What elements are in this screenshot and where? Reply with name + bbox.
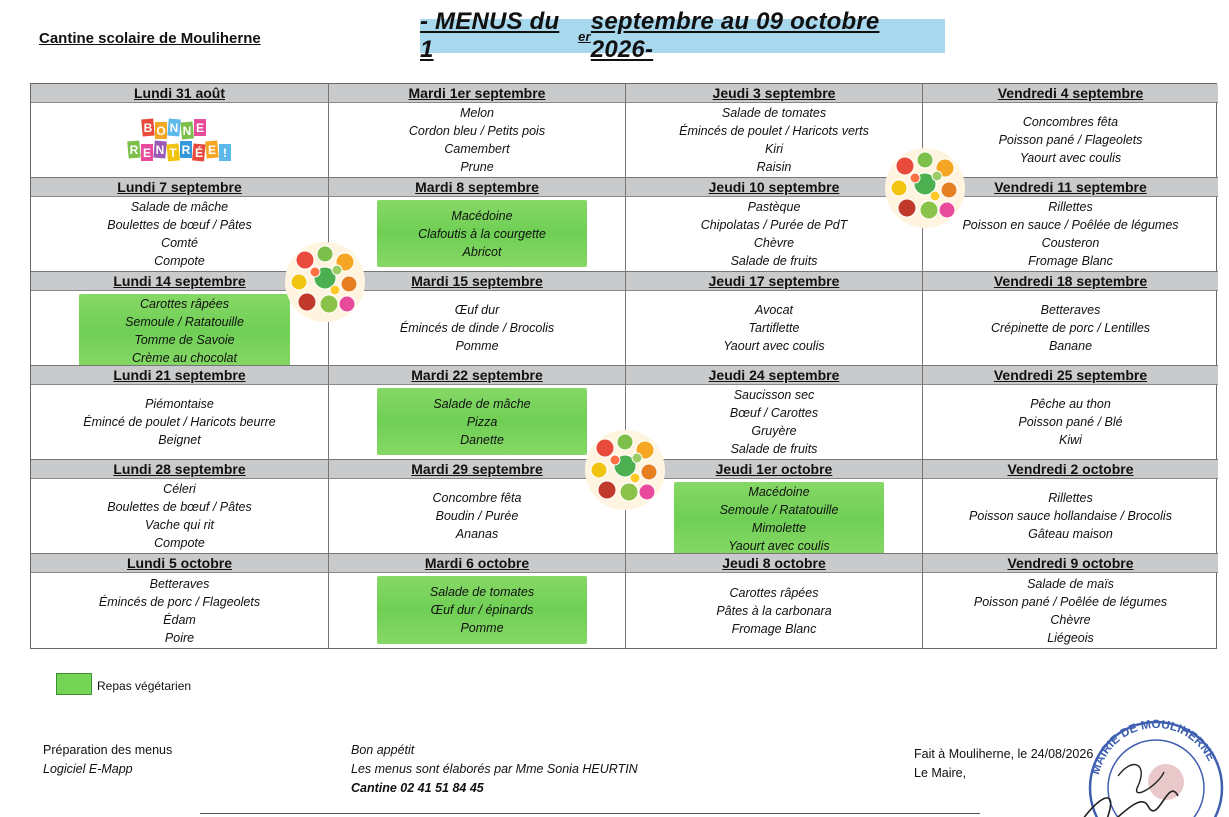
svg-text:N: N — [169, 121, 178, 135]
menu-day-cell — [923, 272, 1218, 366]
svg-text:R: R — [181, 143, 190, 157]
day-header: Mardi 1er septembre — [329, 84, 625, 103]
dish-item: Cousteron — [1041, 236, 1100, 250]
fruit-bowl-icon — [583, 428, 667, 512]
fruit-bowl-icon — [883, 146, 967, 230]
title-superscript: er — [578, 28, 591, 44]
meal — [626, 385, 922, 459]
day-header: Jeudi 1er octobre — [626, 460, 922, 479]
footer-divider — [200, 813, 980, 814]
dish-item: Poisson en sauce / Poêlée de légumes — [962, 218, 1179, 232]
menu-day-cell — [329, 178, 626, 272]
dish-item: Bœuf / Carottes — [729, 406, 819, 420]
dish-item: Salade de tomates — [721, 106, 827, 120]
dish-item: Salade de fruits — [730, 442, 818, 456]
dish-item: Gâteau maison — [1028, 527, 1113, 541]
menu-day-cell — [31, 84, 329, 178]
dish-item: Rillettes — [1048, 491, 1093, 505]
svg-text:É: É — [194, 146, 203, 160]
meal — [923, 385, 1218, 459]
day-header: Lundi 31 août — [31, 84, 328, 103]
dish-item: Concombre fêta — [432, 491, 522, 505]
dish-item: Cordon bleu / Petits pois — [408, 124, 546, 138]
dish-item: Carottes râpées — [729, 585, 819, 600]
day-header: Lundi 5 octobre — [31, 554, 328, 573]
greeting: Bon appétit — [351, 743, 415, 757]
vegetarian-meal — [79, 294, 290, 366]
vegetarian-meal — [377, 388, 587, 455]
mairie-stamp-icon — [1078, 716, 1229, 817]
dish-item: Œuf dur — [454, 303, 500, 317]
menu-day-cell — [923, 366, 1218, 460]
dish-item: Kiri — [764, 142, 784, 156]
dish-item: Pêche au thon — [1030, 397, 1111, 411]
dish-item: Compote — [154, 254, 205, 268]
dish-item: Abricot — [462, 244, 502, 259]
day-header: Mardi 8 septembre — [329, 178, 625, 197]
footer-signature — [914, 745, 1093, 783]
dish-item: Raisin — [756, 160, 792, 174]
dish-item: Poisson pané / Flageolets — [998, 133, 1143, 147]
dish-item: Boulettes de bœuf / Pâtes — [107, 218, 252, 232]
mayor-label: Le Maire, — [914, 766, 967, 780]
author-note: Les menus sont élaborés par Mme Sonia HEURTIN — [351, 762, 638, 776]
menu-day-cell — [923, 84, 1218, 178]
day-header: Lundi 21 septembre — [31, 366, 328, 385]
dish-item: Salade de mâche — [433, 396, 531, 411]
dish-item: Comté — [161, 236, 198, 250]
dish-item: Melon — [459, 106, 495, 120]
dish-item: Banane — [1048, 339, 1093, 353]
place-date: Fait à Mouliherne, le 24/08/2026 — [914, 747, 1094, 761]
dish-item: Betteraves — [1040, 303, 1101, 317]
day-header: Lundi 7 septembre — [31, 178, 328, 197]
day-header: Mardi 6 octobre — [329, 554, 625, 573]
dish-item: Carottes râpées — [140, 297, 229, 311]
meal — [923, 573, 1218, 648]
dish-item: Yaourt avec coulis — [723, 339, 825, 353]
dish-item: Concombres fêta — [1022, 115, 1119, 129]
day-header: Jeudi 17 septembre — [626, 272, 922, 291]
menu-day-cell — [31, 460, 329, 554]
meal — [329, 479, 625, 553]
dish-item: Mimolette — [751, 521, 807, 535]
dish-item: Salade de mâche — [130, 200, 229, 214]
day-header: Jeudi 3 septembre — [626, 84, 922, 103]
title-prefix: - MENUS du 1 — [420, 8, 560, 63]
dish-item: Poire — [164, 630, 195, 645]
day-header: Vendredi 18 septembre — [923, 272, 1218, 291]
dish-item: Émincés de poulet / Haricots verts — [679, 124, 869, 138]
dish-item: Saucisson sec — [733, 388, 815, 402]
dish-item: Yaourt avec coulis — [728, 539, 830, 553]
meal — [626, 573, 922, 648]
svg-text:!: ! — [222, 146, 227, 160]
menu-title — [420, 8, 945, 63]
vegetarian-meal — [674, 482, 884, 554]
day-header: Vendredi 4 septembre — [923, 84, 1218, 103]
dish-item: Poisson pané / Poêlée de légumes — [973, 594, 1168, 609]
dish-item: Semoule / Ratatouille — [719, 503, 839, 517]
dish-item: Pizza — [466, 414, 498, 429]
meal — [31, 385, 328, 459]
svg-text:MAIRIE DE MOULIHERNE: MAIRIE DE MOULIHERNE — [1088, 716, 1219, 776]
dish-item: Kiwi — [1059, 433, 1082, 447]
dish-item: Vache qui rit — [144, 518, 215, 532]
dish-item: Camembert — [444, 142, 510, 156]
menu-day-cell — [626, 366, 923, 460]
svg-text:E: E — [207, 143, 216, 157]
meal — [626, 291, 922, 365]
canteen-name: Cantine scolaire de Mouliherne — [39, 30, 261, 47]
menu-day-cell — [329, 460, 626, 554]
dish-item: Rillettes — [1048, 200, 1093, 214]
dish-item: Beignet — [158, 433, 201, 447]
day-header: Vendredi 25 septembre — [923, 366, 1218, 385]
svg-text:E: E — [195, 121, 204, 135]
svg-text:R: R — [129, 143, 138, 157]
dish-item: Chèvre — [753, 236, 795, 250]
day-header: Mardi 22 septembre — [329, 366, 625, 385]
dish-item: Boulettes de bœuf / Pâtes — [107, 500, 252, 514]
day-header: Vendredi 2 octobre — [923, 460, 1218, 479]
dish-item: Salade de fruits — [730, 254, 818, 268]
menu-table — [30, 83, 1217, 649]
meal — [923, 103, 1218, 177]
day-header: Jeudi 24 septembre — [626, 366, 922, 385]
title-suffix: septembre au 09 octobre 2026- — [590, 8, 880, 63]
vegetarian-meal — [377, 200, 587, 267]
dish-item: Fromage Blanc — [1028, 254, 1113, 268]
meal — [626, 103, 922, 177]
menu-day-cell — [329, 366, 626, 460]
meal — [923, 479, 1218, 553]
dish-item: Macédoine — [451, 208, 513, 223]
day-header: Lundi 28 septembre — [31, 460, 328, 479]
svg-text:N: N — [155, 143, 164, 157]
phone-number: Cantine 02 41 51 84 45 — [351, 781, 484, 795]
menu-day-cell — [329, 272, 626, 366]
dish-item: Édam — [163, 612, 196, 627]
bonne-rentree-banner-icon — [120, 116, 240, 164]
dish-item: Pomme — [455, 339, 499, 353]
dish-item: Poisson sauce hollandaise / Brocolis — [969, 509, 1172, 523]
footer-info — [351, 741, 638, 798]
dish-item: Yaourt avec coulis — [1019, 151, 1122, 165]
menu-day-cell — [626, 178, 923, 272]
software-label: Logiciel E-Mapp — [43, 762, 133, 776]
meal — [31, 573, 328, 648]
svg-text:N: N — [182, 124, 191, 138]
meal — [626, 197, 922, 271]
menu-day-cell — [329, 84, 626, 178]
dish-item: Émincé de poulet / Haricots beurre — [83, 415, 276, 429]
legend-label: Repas végétarien — [97, 679, 192, 693]
menu-day-cell — [923, 554, 1218, 648]
menu-day-cell — [31, 366, 329, 460]
vegetarian-meal — [377, 576, 587, 644]
day-header: Vendredi 11 septembre — [923, 178, 1218, 197]
meal — [31, 103, 328, 177]
dish-item: Prune — [460, 160, 494, 174]
dish-item: Chipolatas / Purée de PdT — [700, 218, 848, 232]
fruit-bowl-icon — [283, 240, 367, 324]
dish-item: Gruyère — [751, 424, 797, 438]
scan-artifact-line — [30, 74, 910, 80]
meal — [329, 291, 625, 365]
dish-item: Fromage Blanc — [731, 621, 817, 636]
dish-item: Crépinette de porc / Lentilles — [990, 321, 1151, 335]
svg-text:O: O — [155, 124, 166, 138]
menu-day-cell — [626, 554, 923, 648]
menu-day-cell — [626, 272, 923, 366]
svg-text:T: T — [168, 146, 177, 160]
dish-item: Macédoine — [748, 485, 810, 499]
dish-item: Semoule / Ratatouille — [125, 315, 244, 329]
dish-item: Émincés de porc / Flageolets — [98, 594, 261, 609]
dish-item: Tartiflette — [748, 321, 800, 335]
dish-item: Liégeois — [1047, 630, 1094, 645]
dish-item: Poisson pané / Blé — [1018, 415, 1123, 429]
svg-text:E: E — [142, 146, 151, 160]
menu-day-cell — [923, 178, 1218, 272]
day-header: Lundi 14 septembre — [31, 272, 328, 291]
day-header: Mardi 29 septembre — [329, 460, 625, 479]
legend-swatch — [56, 673, 92, 695]
dish-item: Salade de tomates — [429, 585, 535, 599]
day-header: Jeudi 8 octobre — [626, 554, 922, 573]
dish-item: Chèvre — [1050, 612, 1091, 627]
dish-item: Pastèque — [747, 200, 801, 214]
menu-day-cell — [923, 460, 1218, 554]
meal — [329, 103, 625, 177]
dish-item: Compote — [154, 536, 205, 550]
day-header: Jeudi 10 septembre — [626, 178, 922, 197]
dish-item: Tomme de Savoie — [134, 333, 235, 347]
menu-day-cell — [626, 460, 923, 554]
day-header: Vendredi 9 octobre — [923, 554, 1218, 573]
dish-item: Danette — [460, 432, 504, 447]
dish-item: Crème au chocolat — [132, 351, 237, 365]
menu-day-cell — [626, 84, 923, 178]
dish-item: Betteraves — [149, 576, 210, 591]
dish-item: Boudin / Purée — [435, 509, 519, 523]
dish-item: Piémontaise — [145, 397, 214, 411]
menu-day-cell — [329, 554, 626, 648]
menu-day-cell — [31, 554, 329, 648]
meal — [923, 197, 1218, 271]
prep-label: Préparation des menus — [43, 743, 173, 757]
dish-item: Émincés de dinde / Brocolis — [399, 321, 555, 335]
dish-item: Avocat — [755, 303, 793, 317]
dish-item: Pomme — [460, 621, 504, 635]
meal — [923, 291, 1218, 365]
dish-item: Pâtes à la carbonara — [716, 603, 832, 618]
dish-item: Clafoutis à la courgette — [418, 226, 546, 241]
meal — [31, 479, 328, 553]
dish-item: Œuf dur / épinards — [430, 603, 534, 617]
svg-text:B: B — [143, 121, 152, 135]
dish-item: Salade de maïs — [1027, 576, 1114, 591]
dish-item: Ananas — [455, 527, 499, 541]
day-header: Mardi 15 septembre — [329, 272, 625, 291]
footer-prep — [43, 741, 172, 779]
dish-item: Céleri — [163, 482, 196, 496]
